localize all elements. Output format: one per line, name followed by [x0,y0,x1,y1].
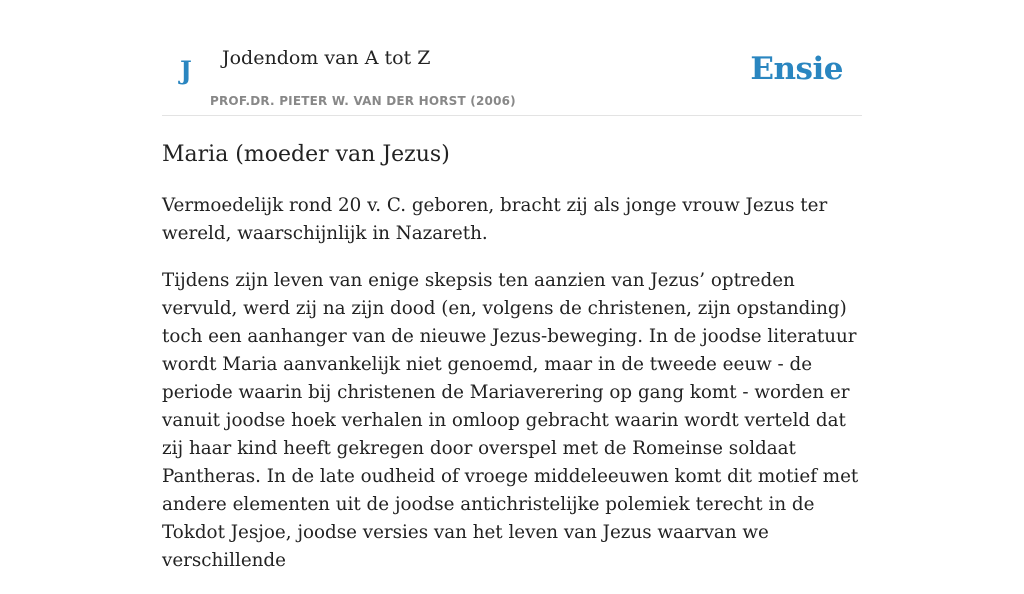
article-paragraph: Vermoedelijk rond 20 v. C. geboren, bracht zij als jonge vrouw Jezus ter wereld, waarschijnlijk in Nazareth. [162,195,828,244]
book-author: PROF.DR. PIETER W. VAN DER HORST (2006) [210,94,516,108]
ensie-logo-link[interactable]: Ensie [750,51,843,87]
article-paragraph: Tijdens zijn leven van enige skepsis ten aanzien van Jezus’ optreden vervuld, werd zij na zijn dood (en, volgens de christenen, zijn opstanding) toch een aanhanger van de nieuwe Jezus-beweging. In de joodse literatuur wordt Maria aanvankelijk niet genoemd, maar in de tweede eeuw - de periode waarin bij christenen de Mariaverering op gang komt - worden er vanuit joodse hoek verhalen in omloop gebracht waarin wordt verteld dat zij haar kind heeft gekregen door overspel met de Romeinse soldaat Pantheras. In de late oudheid of vroege middeleeuwen komt dit motief met andere elementen uit de joodse antichristelijke polemiek terecht in de Tokdot Jesjoe, joodse versies van het leven van Jezus waarvan we verschillende [162,270,859,571]
book-initial: J [180,56,192,85]
book-title-link[interactable]: Jodendom van A tot Z [222,47,431,69]
book-header [162,0,862,116]
document-page [162,0,862,571]
article-body [162,192,862,594]
article-title: Maria (moeder van Jezus) [162,142,450,167]
